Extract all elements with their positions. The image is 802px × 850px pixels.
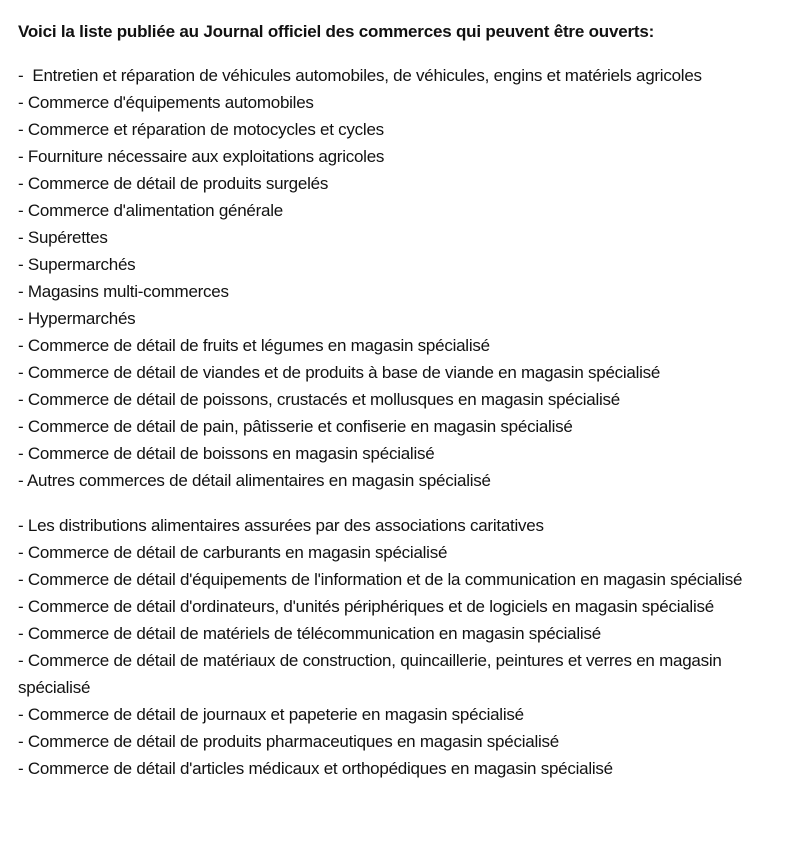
list-item: - Commerce de détail d'ordinateurs, d'unités périphériques et de logiciels en magasin spécialisé xyxy=(18,597,714,616)
list-item: - Commerce de détail de viandes et de produits à base de viande en magasin spécialisé xyxy=(18,363,661,382)
list-item: - Supermarchés xyxy=(18,255,136,274)
list-item: - Commerce de détail de matériels de télécommunication en magasin spécialisé xyxy=(18,624,601,643)
commerce-list-group-2 xyxy=(18,512,790,782)
list-item: - Commerce de détail d'articles médicaux et orthopédiques en magasin spécialisé xyxy=(18,759,613,778)
list-item: - Commerce de détail de carburants en magasin spécialisé xyxy=(18,543,448,562)
list-item: - Magasins multi-commerces xyxy=(18,282,229,301)
list-item: - Hypermarchés xyxy=(18,309,136,328)
commerce-list-group-1 xyxy=(18,62,790,494)
list-item: - Commerce d'alimentation générale xyxy=(18,201,283,220)
list-item: - Commerce de détail de pain, pâtisserie et confiserie en magasin spécialisé xyxy=(18,417,573,436)
list-item: - Commerce de détail de journaux et papeterie en magasin spécialisé xyxy=(18,705,524,724)
list-item: - Commerce de détail de boissons en magasin spécialisé xyxy=(18,444,435,463)
list-item: - Les distributions alimentaires assurées par des associations caritatives xyxy=(18,516,544,535)
list-item: - Fourniture nécessaire aux exploitations agricoles xyxy=(18,147,385,166)
list-item: - Autres commerces de détail alimentaires en magasin spécialisé xyxy=(18,471,491,490)
list-item: - Commerce d'équipements automobiles xyxy=(18,93,314,112)
list-item: - Commerce de détail d'équipements de l'information et de la communication en magasin spécialisé xyxy=(18,570,743,589)
list-item: - Commerce et réparation de motocycles et cycles xyxy=(18,120,384,139)
list-item: - Commerce de détail de poissons, crustacés et mollusques en magasin spécialisé xyxy=(18,390,620,409)
document-body xyxy=(18,18,790,782)
list-item: - Commerce de détail de matériaux de construction, quincaillerie, peintures et verres en magasin spécialisé xyxy=(18,651,727,697)
list-item: - Supérettes xyxy=(18,228,108,247)
list-item: - Entretien et réparation de véhicules automobiles, de véhicules, engins et matériels agricoles xyxy=(18,66,702,85)
list-item: - Commerce de détail de fruits et légumes en magasin spécialisé xyxy=(18,336,490,355)
document-title: Voici la liste publiée au Journal officiel des commerces qui peuvent être ouverts: xyxy=(18,22,655,41)
list-item: - Commerce de détail de produits surgelés xyxy=(18,174,329,193)
list-item: - Commerce de détail de produits pharmaceutiques en magasin spécialisé xyxy=(18,732,559,751)
